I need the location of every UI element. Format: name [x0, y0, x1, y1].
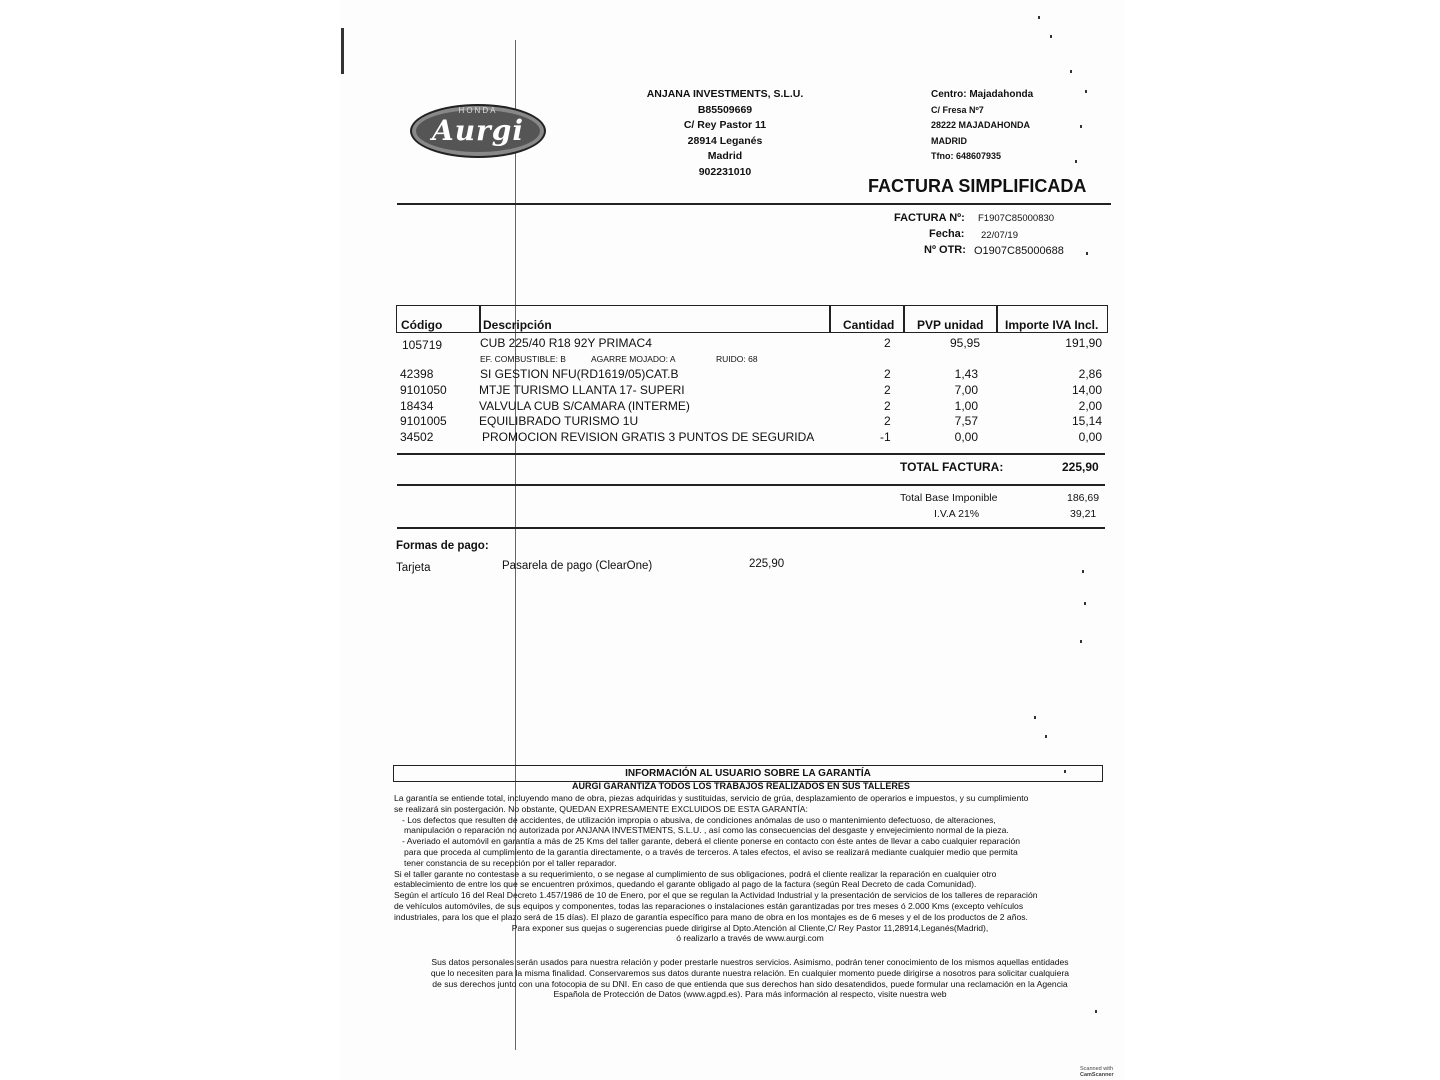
table-row: [400, 367, 1105, 383]
row-unit-price: 1,00: [954, 399, 978, 413]
logo-text: Aurgi: [431, 114, 525, 147]
row-unit-price: 95,95: [949, 336, 980, 350]
row-total: 15,14: [1071, 414, 1102, 428]
row-code: 105719: [402, 338, 443, 352]
invoice-date-value: 22/07/19: [981, 230, 1018, 241]
table-row: [400, 414, 1105, 430]
invoice-date-label: Fecha:: [929, 228, 965, 240]
row-code: 9101050: [400, 383, 447, 397]
center-info: [931, 87, 1033, 165]
scanner-badge: [1080, 1066, 1114, 1078]
scan-speck: [1070, 70, 1072, 73]
payment-method: Tarjeta: [396, 562, 431, 574]
invoice-number-value: F1907C85000830: [978, 213, 1055, 224]
scan-speck: [1084, 602, 1086, 605]
warranty-subtitle: AURGI GARANTIZA TODOS LOS TRABAJOS REALIZADOS EN SUS TALLERES: [572, 781, 910, 791]
total-invoice-label: TOTAL FACTURA:: [900, 460, 1004, 474]
row-unit-price: 0,00: [954, 430, 978, 444]
row-description: PROMOCION REVISION GRATIS 3 PUNTOS DE SEGURIDA: [482, 430, 815, 444]
scan-speck: [1082, 570, 1084, 573]
center-postal-city: 28222 MAJADAHONDA: [931, 120, 1031, 130]
warranty-line: de vehículos automóviles, de sus equipos y componentes, todas las reparaciones o instalaciones están garantizadas por tres meses ó 2.000 Kms (excepto vehículos: [394, 900, 1024, 911]
totals-divider: [397, 484, 1105, 486]
table-row: [400, 383, 1105, 399]
header-code: Código: [401, 318, 443, 332]
row-total: 14,00: [1071, 383, 1102, 397]
scan-speck: [1045, 735, 1047, 738]
warranty-text: [394, 793, 1106, 944]
scanner-badge-line2: CamScanner: [1080, 1072, 1114, 1078]
row-quantity: 2: [884, 367, 891, 381]
row-code: 42398: [400, 367, 434, 381]
header-divider: [397, 203, 1111, 205]
scan-speck: [1075, 160, 1077, 163]
scan-speck: [1080, 640, 1082, 643]
col-divider: [996, 306, 998, 332]
header-unit-price: PVP unidad: [917, 318, 984, 332]
invoice-number-label: FACTURA Nº:: [894, 212, 965, 224]
row-total: 0,00: [1078, 430, 1102, 444]
scan-speck: [1085, 90, 1087, 93]
center-name: Centro: Majadahonda: [931, 89, 1034, 100]
row-quantity: 2: [884, 383, 891, 397]
warranty-line: establecimiento de entre los que se encuentren próximos, quedando el garante obligado al pago de la factura (según Real Decreto de cada Comunidad).: [394, 879, 977, 890]
warranty-line: Para exponer sus quejas o sugerencias puede dirigirse al Dpto.Atención al Cliente,C/ Rey Pastor 11,28914,Leganés(Madrid),: [511, 922, 989, 933]
scan-speck: [1086, 252, 1088, 255]
warranty-line: se realizará sin postergación. No obstante, QUEDAN EXPRESAMENTE EXCLUIDOS DE ESTA GARANTÍA:: [394, 803, 808, 814]
row-total: 191,90: [1065, 336, 1102, 350]
warranty-line: Según el artículo 16 del Real Decreto 1.457/1986 de 10 de Enero, por el que se regulan la Actividad Industrial y la presentación de servicios de los talleres de reparación: [394, 890, 1038, 901]
center-phone: Tfno: 648607935: [931, 151, 1002, 161]
row-code: 9101005: [400, 414, 447, 428]
company-province: Madrid: [707, 150, 743, 162]
row-description: SI GESTION NFU(RD1619/05)CAT.B: [480, 367, 679, 381]
scan-artifact-left-bar: [341, 28, 344, 74]
center-province: MADRID: [931, 135, 967, 146]
warranty-line: - Los defectos que resulten de accidentes, de utilización impropia o abusiva, de condiciones anómalas de uso o mantenimiento defectuoso, de alteraciones,: [402, 814, 996, 825]
privacy-line: Sus datos personales serán usados para nuestra relación y poder prestarle nuestros servicios. Asimismo, podrán tener conocimiento de los mismos aquellas entidades: [431, 957, 1069, 967]
privacy-line: que lo necesiten para la misma finalidad. Conservaremos sus datos durante nuestra relación. En cualquier momento puede dirigirse a nosotros para solicitar cualquiera: [430, 967, 1070, 978]
table-row: [400, 399, 1105, 415]
warranty-line: La garantía se entiende total, incluyendo mano de obra, piezas adquiridas y sustituidas, servicio de grúa, desplazamiento de operarios e impuestos, y su cumplimiento: [394, 793, 1029, 803]
iva-value: 39,21: [1070, 508, 1097, 520]
privacy-text: [394, 957, 1106, 1000]
warranty-title: INFORMACIÓN AL USUARIO SOBRE LA GARANTÍA: [393, 765, 1103, 782]
company-cif: B85509669: [697, 103, 753, 116]
row-description: VALVULA CUB S/CAMARA (INTERME): [479, 399, 690, 413]
warranty-line: manipulación o reparación no autorizada por ANJANA INVESTMENTS, S.L.U. , así como las consecuencias del desgaste y envejecimiento normal de la pieza.: [404, 825, 1009, 836]
tyre-fuel-label: EF. COMBUSTIBLE: B: [480, 354, 566, 364]
row-unit-price: 1,43: [954, 367, 978, 381]
tax-base-value: 186,69: [1067, 492, 1100, 504]
row-unit-price: 7,00: [954, 383, 978, 397]
payment-title: Formas de pago:: [396, 540, 489, 552]
table-row: [400, 336, 1105, 352]
warranty-line: tener constancia de su recepción por el taller reparador.: [404, 857, 617, 868]
header-total: Importe IVA Incl.: [1005, 318, 1099, 332]
warranty-line: ó realizarlo a través de www.aurgi.com: [676, 933, 824, 944]
row-total: 2,00: [1078, 399, 1102, 413]
header-description: Descripción: [483, 318, 552, 332]
row-description: MTJE TURISMO LLANTA 17- SUPERI: [479, 383, 685, 397]
col-divider: [903, 306, 905, 332]
document-title: FACTURA SIMPLIFICADA: [868, 176, 1087, 196]
col-divider: [479, 306, 481, 332]
company-info: [620, 87, 830, 180]
scan-speck: [1038, 16, 1040, 19]
payment-amount: 225,90: [749, 558, 785, 570]
warranty-line: industriales, para los que el plazo será de 15 días). El plazo de garantía específico para mano de obra en los montajes es de 6 meses y el de los productos de 2 años.: [394, 911, 1028, 922]
scanner-badge-line1: Scanned with: [1080, 1066, 1114, 1072]
row-code: 34502: [400, 430, 434, 444]
privacy-line: de sus derechos junto con una fotocopia de su DNI. En caso de que entienda que sus derechos han sido desatendidos, puede formular una reclamación en la Agencia: [432, 978, 1068, 989]
totals-bottom-divider: [397, 527, 1105, 529]
row-quantity: -1: [880, 430, 891, 444]
tyre-noise-label: RUIDO: 68: [716, 354, 758, 364]
warranty-line: - Averiado el automóvil en garantía a más de 25 Kms del taller garante, deberá el cliente ponerse en contacto con éste antes de llevar a cabo cualquier reparación: [402, 836, 1021, 847]
row-quantity: 2: [884, 336, 891, 350]
tyre-grip-label: AGARRE MOJADO: A: [591, 354, 676, 364]
warranty-line: para que proceda al cumplimiento de la garantía directamente, o a través de terceros. A tales efectos, el aviso se realizará mediante cualquier medio que permita: [404, 846, 1018, 857]
iva-label: I.V.A 21%: [934, 508, 980, 520]
col-divider: [829, 306, 831, 332]
row-description: CUB 225/40 R18 92Y PRIMAC4: [480, 336, 652, 350]
row-quantity: 2: [884, 414, 891, 428]
company-name: ANJANA INVESTMENTS, S.L.U.: [646, 88, 804, 100]
otr-value: O1907C85000688: [974, 245, 1064, 257]
row-total: 2,86: [1078, 367, 1102, 381]
total-invoice-value: 225,90: [1062, 460, 1099, 474]
payment-gateway: Pasarela de pago (ClearOne): [502, 560, 653, 572]
warranty-line: Si el taller garante no contestase a su requerimiento, o se negase al cumplimiento de sus obligaciones, podrá el cliente realizar la reparación en cualquier otro: [394, 868, 997, 879]
privacy-line: Española de Protección de Datos (www.agpd.es). Para más información al respecto, visite nuestra web: [553, 989, 947, 1000]
row-quantity: 2: [884, 399, 891, 413]
row-unit-price: 7,57: [954, 414, 978, 428]
logo-top-text: HONDA: [458, 106, 498, 115]
company-street: C/ Rey Pastor 11: [683, 119, 767, 131]
items-table-header: [396, 305, 1108, 333]
company-logo: [410, 104, 546, 158]
scan-speck: [1050, 35, 1052, 38]
row-code: 18434: [400, 399, 434, 413]
company-phone: 902231010: [698, 165, 752, 178]
scan-speck: [1095, 1010, 1097, 1013]
scan-speck: [1034, 716, 1036, 719]
otr-label: Nº OTR:: [924, 244, 966, 256]
center-street: C/ Fresa Nº7: [931, 104, 984, 115]
company-postal-city: 28914 Leganés: [687, 134, 763, 147]
header-quantity: Cantidad: [843, 318, 895, 332]
scan-speck: [1080, 125, 1082, 128]
row-description: EQUILIBRADO TURISMO 1U: [479, 414, 639, 428]
items-divider: [397, 453, 1105, 455]
tax-base-label: Total Base Imponible: [900, 492, 998, 504]
table-row: [400, 430, 1105, 446]
